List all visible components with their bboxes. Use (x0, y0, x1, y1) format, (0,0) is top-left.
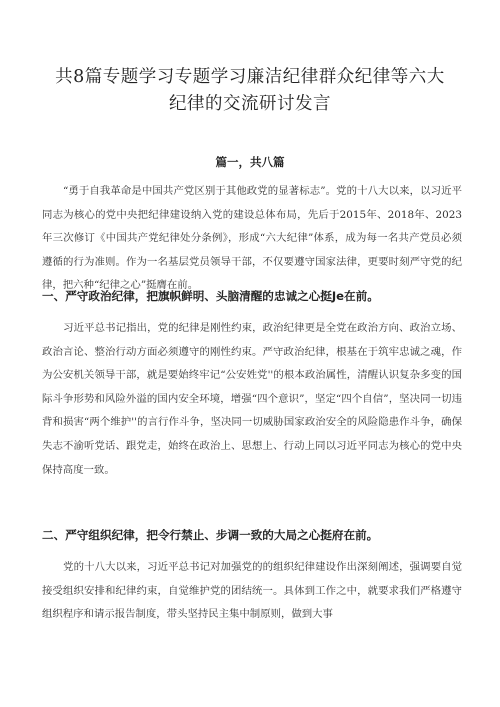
paragraph-organizational (42, 556, 462, 627)
title-line-1: 共8篇专题学习专题学习廉洁纪律群众纪律等六大 (55, 67, 445, 87)
paragraph-intro (42, 180, 462, 298)
title-line-2: 纪律的交流研讨发言 (169, 94, 331, 114)
paragraph-organizational-text: 党的十八大以来，习近平总书记对加强党的的组织纪律建设作出深刻阐述，强调要自觉接受组织安排和纪律约束，自觉维护党的团结统一。具体到工作之中，就要求我们严格遵守组织程序和请示报告制度，带头坚持民主集中制原则，做到大事 (42, 561, 462, 621)
heading-political-discipline: 一、严守政治纪律，把旗帜鲜明、头脑清醒的忠诚之心挺Je在前。 (42, 289, 379, 303)
heading-organizational-discipline: 二、严守组织纪律，把令行禁止、步调一致的大局之心挺府在前。 (42, 528, 379, 542)
paragraph-political-text: 习近平总书记指出，党的纪律是刚性约束，政治纪律更是全党在政治方向、政治立场、政治言论、整治行动方面必须遵守的刚性约束。严守政治纪律，根基在于筑牢忠诚之魂，作为公安机关领导干部，就是要始终牢记“公安姓党''的根本政治属性，清醒认识复杂多变的国际斗争形势和风险外溢的国内安全环境，增强“四个意识”，坚定“四个自信”，坚决同一切违背和损害“两个维护''的言行作斗争，坚决同一切威胁国家政治安全的风险隐患作斗争，确保失志不渝听党话、跟党走，始终在政治上、思想上、行动上同以习近平同志为核心的党中央保持高度一致。 (42, 322, 462, 476)
paragraph-political (42, 317, 462, 482)
section-heading: 篇一，共八篇 (215, 155, 285, 169)
document-title (40, 64, 460, 118)
paragraph-intro-text: “勇于自我革命是中国共产党区别于其他政党的显著标志”。党的十八大以来，以习近平同志为核心的党中央把纪律建设纳入党的建设总体布局，先后于2015年、2018年、2023年三次修订《中国共产党纪律处分条例》，形成“六大纪律”体系，成为每一名共产党员必须遵循的行为准则。作为一名基层党员领导干部，不仅要遵守国家法律，更要时刻严守党的纪律，把六种“纪律之心”挺膺在前。 (42, 185, 462, 292)
